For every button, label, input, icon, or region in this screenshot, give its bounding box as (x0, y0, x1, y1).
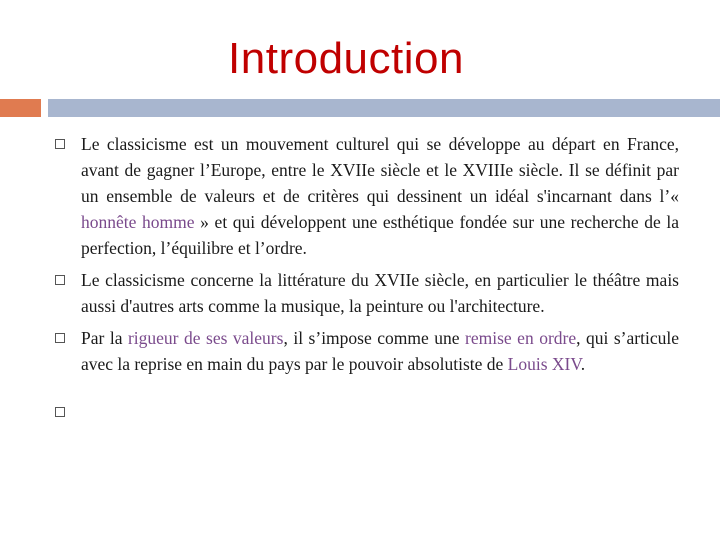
highlight-link[interactable]: honnête homme (81, 212, 195, 232)
bullet-text: Par la (81, 328, 128, 348)
highlight-link[interactable]: Louis XIV (507, 354, 581, 374)
title-accent-bar-right (48, 99, 720, 117)
bullet-item-3 (55, 325, 679, 377)
bullet-item-empty (55, 399, 679, 425)
bullet-item-1 (55, 131, 679, 261)
square-bullet-icon (55, 275, 65, 285)
square-bullet-icon (55, 139, 65, 149)
title-accent-bar-left (0, 99, 41, 117)
bullet-text: . (580, 354, 586, 374)
square-bullet-icon (55, 333, 65, 343)
slide-title: Introduction (228, 34, 464, 83)
bullet-text: , il s’impose comme une (283, 328, 466, 348)
bullet-list (55, 131, 679, 431)
highlight-link[interactable]: remise en ordre (465, 328, 577, 348)
highlight-link[interactable]: rigueur de ses valeurs (127, 328, 284, 348)
bullet-text: Le classicisme est un mouvement culturel qui se développe au départ en France, avant de gagner l’Europe, entre le XVIIe siècle et le XVIIIe siècle. Il se définit par un ensemble de valeurs et de critères qui dessinent un idéal s'incarnant dans l’« (81, 134, 679, 206)
bullet-item-2 (55, 267, 679, 319)
bullet-text: Le classicisme concerne la littérature du XVIIe siècle, en particulier le théâtre mais aussi d'autres arts comme la musique, la peinture ou l'architecture. (81, 270, 679, 316)
bullet-text: , qui s’articule avec la reprise en main du pays par le pouvoir absolutiste de (81, 328, 679, 374)
bullet-text: » et qui développent une esthétique fondée sur une recherche de la perfection, l’équilibre et l’ordre. (81, 212, 680, 258)
square-bullet-icon (55, 407, 65, 417)
